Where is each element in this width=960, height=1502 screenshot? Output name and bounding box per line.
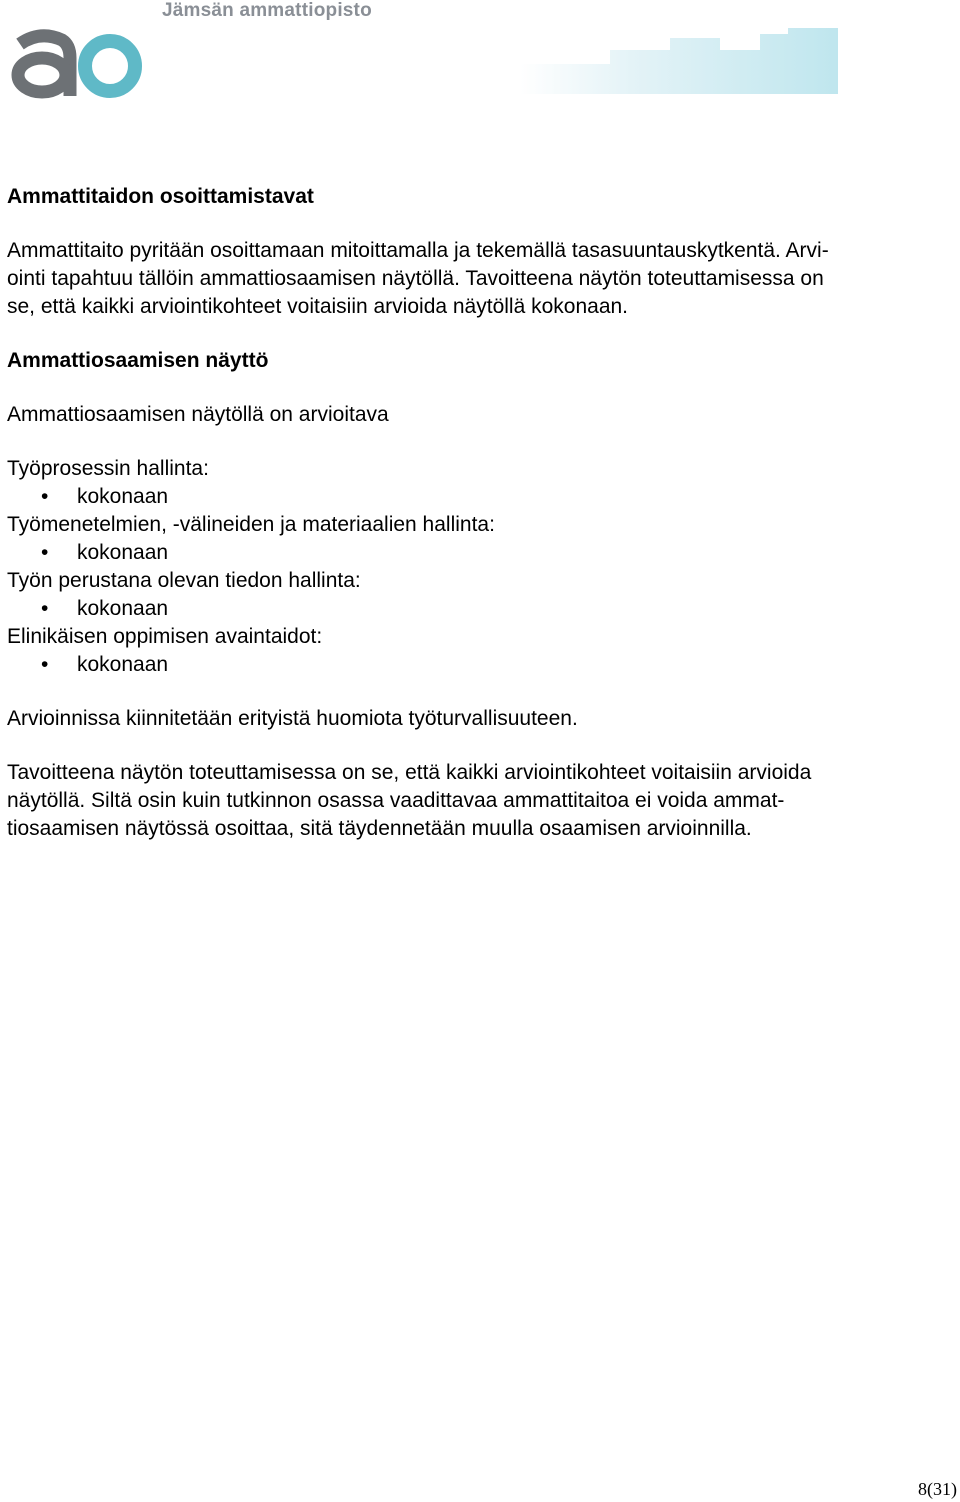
section-heading-demonstration-methods: Ammattitaidon osoittamistavat — [7, 185, 314, 208]
list-item — [7, 483, 937, 511]
list-item — [7, 595, 937, 623]
criteria-label: Työprosessin hallinta: — [7, 457, 209, 480]
safety-note: Arvioinnissa kiinnitetään erityistä huomiota työturvallisuuteen. — [7, 707, 578, 730]
intro-text: Ammattiosaamisen näytöllä on arvioitava — [7, 403, 389, 426]
criteria-label: Työmenetelmien, -välineiden ja materiaalien hallinta: — [7, 513, 495, 536]
goal-line: Tavoitteena näytön toteuttamisessa on se, että kaikki arviointikohteet voitaisiin arvioida — [7, 761, 812, 784]
list-item — [7, 651, 937, 679]
bullet-icon: • — [41, 597, 49, 620]
stairs-decoration-icon — [520, 20, 840, 100]
criteria-list — [7, 539, 937, 567]
goal-line: tiosaamisen näytössä osoittaa, sitä täydennetään muulla osaamisen arvioinnilla. — [7, 817, 752, 840]
criteria-list — [7, 483, 937, 511]
bullet-icon: • — [41, 653, 49, 676]
list-item-text: kokonaan — [77, 541, 169, 564]
criteria-label: Työn perustana olevan tiedon hallinta: — [7, 569, 361, 592]
list-item-text: kokonaan — [77, 653, 169, 676]
list-item-text: kokonaan — [77, 597, 169, 620]
school-name: Jämsän ammattiopisto — [162, 0, 372, 21]
paragraph-line: Ammattitaito pyritään osoittamaan mitoittamalla ja tekemällä tasasuuntauskytkentä. Arvi- — [7, 239, 829, 262]
ao-logo-icon — [0, 0, 160, 110]
page-header — [0, 0, 960, 110]
goal-line: näytöllä. Siltä osin kuin tutkinnon osassa vaadittavaa ammattitaitoa ei voida ammat- — [7, 789, 785, 812]
paragraph-line: se, että kaikki arviointikohteet voitaisiin arvioida näytöllä kokonaan. — [7, 295, 629, 318]
bullet-icon: • — [41, 541, 49, 564]
section-heading-skills-demonstration: Ammattiosaamisen näyttö — [7, 349, 269, 372]
list-item-text: kokonaan — [77, 485, 169, 508]
list-item — [7, 539, 937, 567]
criteria-label: Elinikäisen oppimisen avaintaidot: — [7, 625, 323, 648]
criteria-list — [7, 651, 937, 679]
criteria-list — [7, 595, 937, 623]
paragraph-line: ointi tapahtuu tällöin ammattiosaamisen näytöllä. Tavoitteena näytön toteuttamisessa on — [7, 267, 824, 290]
document-body — [7, 183, 937, 843]
page-number: 8(31) — [918, 1479, 957, 1499]
bullet-icon: • — [41, 485, 49, 508]
